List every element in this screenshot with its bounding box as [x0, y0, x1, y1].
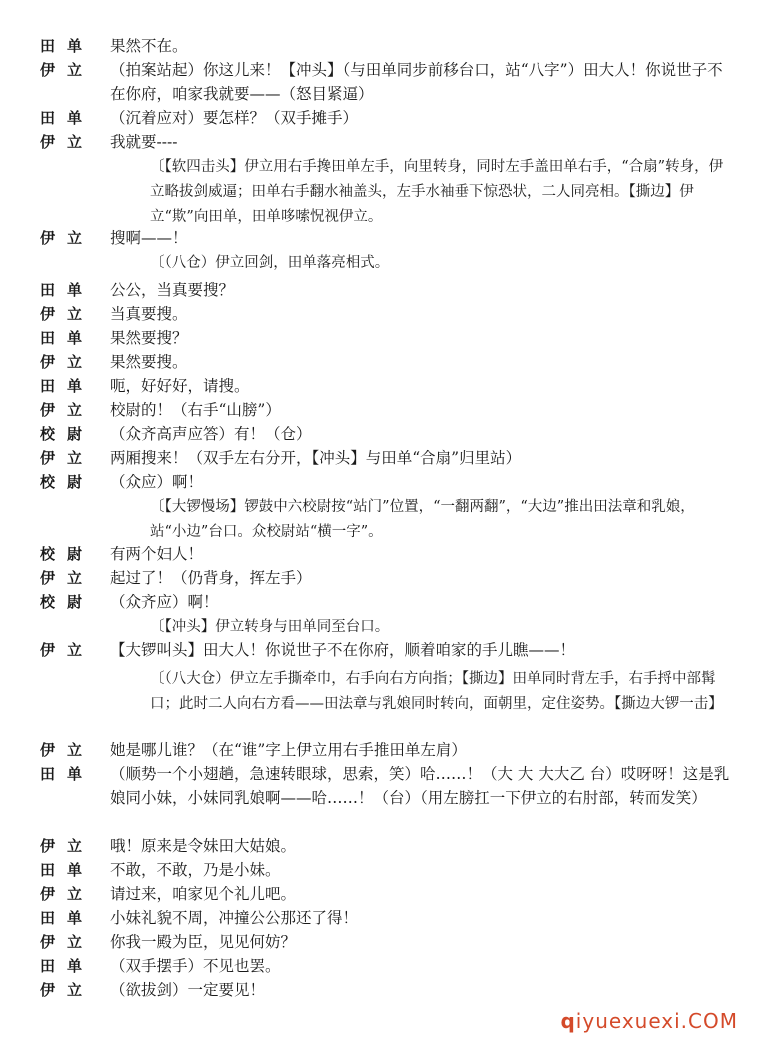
stage-direction [40, 666, 730, 716]
speaker-name: 伊立 [40, 885, 95, 903]
dialogue-line [40, 978, 730, 1002]
dialogue-text: （欲拔剑）一定要见！ [110, 981, 266, 999]
watermark-mark: q [560, 1009, 576, 1033]
dialogue-text: 她是哪儿谁？（在“谁”字上伊立用右手推田单左肩） [110, 741, 467, 759]
dialogue-text: 小妹礼貌不周，冲撞公公那还了得！ [110, 909, 359, 927]
dialogue-text: 有两个妇人！ [110, 545, 204, 563]
speaker-name: 伊立 [40, 933, 95, 951]
dialogue-line [40, 302, 730, 326]
dialogue-text: （众齐应）啊！ [110, 593, 219, 611]
stage-direction-text: 〔（八大仓）伊立左手撕牵巾，右手向右方向指；【撕边】田单同时背左手，右手捋中部髯口；此时二人向右方看——田法章与乳娘同时转向，面朝里，定住姿势。【撕边大锣一击】 [150, 671, 723, 712]
dialogue-line [40, 882, 730, 906]
speaker-name: 田单 [40, 37, 95, 55]
dialogue-line [40, 834, 730, 858]
dialogue-line [40, 638, 730, 662]
dialogue-text: 呃，好好好，请搜。 [110, 377, 250, 395]
dialogue-line [40, 906, 730, 930]
dialogue-line [40, 130, 730, 154]
speaker-name: 伊立 [40, 229, 95, 247]
dialogue-line [40, 858, 730, 882]
stage-direction [40, 154, 730, 229]
dialogue-line [40, 350, 730, 374]
dialogue-text: （众齐高声应答）有！（仓） [110, 425, 312, 443]
speaker-name: 伊立 [40, 449, 95, 467]
dialogue-line [40, 398, 730, 422]
dialogue-text: 你我一殿为臣，见见何妨？ [110, 933, 297, 951]
speaker-name: 田单 [40, 765, 95, 783]
speaker-name: 校尉 [40, 593, 95, 611]
speaker-name: 伊立 [40, 401, 95, 419]
dialogue-line [40, 566, 730, 590]
speaker-name: 田单 [40, 377, 95, 395]
speaker-name: 校尉 [40, 545, 95, 563]
dialogue-text: 果然要搜。 [110, 353, 188, 371]
dialogue-line [40, 34, 730, 58]
dialogue-text: （顺势一个小翅趟，急速转眼球，思索，笑）哈……！（大 大 大大乙 台）哎呀呀！这是乳娘同小妹，小妹同乳娘啊——哈……！（台）（用左膀扛一下伊立的右肘部，转而发笑） [110, 765, 730, 807]
stage-direction-text: 〔【大锣慢场】锣鼓中六校尉按“站门”位置，“一翻两翻”，“大边”推出田法章和乳娘，站“小边”台口。众校尉站“横一字”。 [150, 499, 695, 540]
dialogue-line [40, 326, 730, 350]
speaker-name: 田单 [40, 957, 95, 975]
stage-direction [40, 614, 730, 639]
speaker-name: 伊立 [40, 133, 95, 151]
dialogue-text: 两厢搜来！（双手左右分开，【冲头】与田单“合扇”归里站） [110, 449, 522, 467]
dialogue-text: 请过来，咱家见个礼儿吧。 [110, 885, 297, 903]
dialogue-line [40, 446, 730, 470]
speaker-name: 田单 [40, 281, 95, 299]
site-watermark [560, 1009, 738, 1033]
dialogue-line [40, 590, 730, 614]
speaker-name: 伊立 [40, 837, 95, 855]
speaker-name: 田单 [40, 909, 95, 927]
dialogue-text: 【大锣叫头】田大人！你说世子不在你府，顺着咱家的手儿瞧——！ [110, 641, 576, 659]
dialogue-line [40, 374, 730, 398]
dialogue-line [40, 422, 730, 446]
speaker-name: 伊立 [40, 981, 95, 999]
watermark-text: iyuexuexi.COM [575, 1009, 738, 1033]
speaker-name: 校尉 [40, 473, 95, 491]
dialogue-text: 当真要搜。 [110, 305, 188, 323]
stage-direction [40, 250, 730, 275]
dialogue-line [40, 226, 730, 250]
stage-direction [40, 494, 730, 544]
dialogue-line [40, 542, 730, 566]
dialogue-text: （沉着应对）要怎样？（双手摊手） [110, 109, 359, 127]
speaker-name: 田单 [40, 109, 95, 127]
dialogue-text: 果然不在。 [110, 37, 188, 55]
dialogue-line [40, 954, 730, 978]
speaker-name: 伊立 [40, 569, 95, 587]
speaker-name: 田单 [40, 329, 95, 347]
dialogue-line [40, 738, 730, 762]
dialogue-text: 公公，当真要搜？ [110, 281, 235, 299]
dialogue-text: 搜啊——！ [110, 229, 188, 247]
dialogue-line [40, 278, 730, 302]
dialogue-line [40, 762, 730, 810]
stage-direction-text: 〔（八仓）伊立回剑，田单落亮相式。 [150, 255, 390, 271]
speaker-name: 伊立 [40, 741, 95, 759]
dialogue-text: 哦！原来是令妹田大姑娘。 [110, 837, 297, 855]
dialogue-text: 不敢，不敢，乃是小妹。 [110, 861, 281, 879]
dialogue-text: 校尉的！（右手“山膀”） [110, 401, 281, 419]
speaker-name: 伊立 [40, 305, 95, 323]
dialogue-line [40, 58, 730, 106]
speaker-name: 校尉 [40, 425, 95, 443]
dialogue-text: 我就要---- [110, 133, 178, 151]
dialogue-text: 起过了！（仍背身，挥左手） [110, 569, 312, 587]
dialogue-text: （众应）啊！ [110, 473, 204, 491]
dialogue-text: （拍案站起）你这儿来！【冲头】（与田单同步前移台口，站“八字”）田大人！你说世子不在你府，咱家我就要——（怒目紧逼） [110, 61, 723, 103]
stage-direction-text: 〔【软四击头】伊立用右手搀田单左手，向里转身，同时左手盖田单右手，“合扇”转身，伊立略拔剑威逼；田单右手翻水袖盖头，左手水袖垂下惊恐状，二人同亮相。【撕边】伊立“欺”向田单，田单哆嗦怳视伊立。 [150, 159, 724, 225]
speaker-name: 伊立 [40, 61, 95, 79]
speaker-name: 伊立 [40, 353, 95, 371]
dialogue-text: 果然要搜？ [110, 329, 188, 347]
stage-direction-text: 〔【冲头】伊立转身与田单同至台口。 [150, 619, 390, 635]
dialogue-text: （双手摆手）不见也罢。 [110, 957, 281, 975]
speaker-name: 田单 [40, 861, 95, 879]
dialogue-line [40, 470, 730, 494]
dialogue-line [40, 106, 730, 130]
dialogue-line [40, 930, 730, 954]
speaker-name: 伊立 [40, 641, 95, 659]
